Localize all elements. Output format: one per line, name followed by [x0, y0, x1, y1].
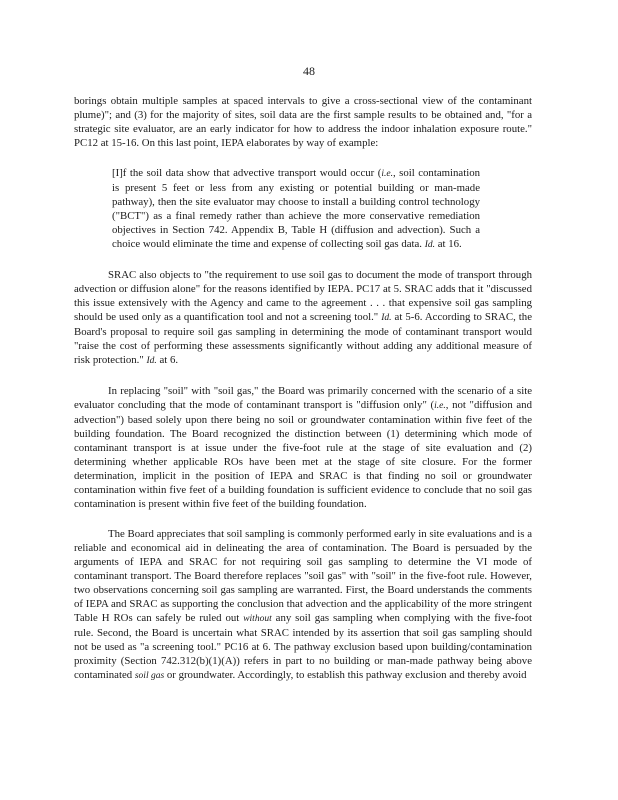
quote-text-1: [I]f the soil data show that advective transport would occur (: [112, 167, 382, 179]
quote-text-3: at 16.: [435, 238, 462, 250]
quote-text-2: , soil contamination is present 5 feet or less from any existing or potential building or man-made pathway), then the site evaluator may choose to install a building control technology ("BCT") as a final remedy rather than achieve the more conservative remediation objectives in Section 742. Appendix B, Table H (diffusion and advection). Such a choice would eliminate the time and expense of collecting soil gas data.: [112, 167, 480, 250]
paragraph-2-text-1: SRAC also objects to "the requirement to use soil gas to document the mode of transport through advection or diffusion alone" for the reasons identified by IEPA. PC17 at 5. SRAC adds that it "discussed this issue extensively with the Agency and came to the agreement . . . that expensive soil gas sampling should be used only as a quantification tool and not a screening tool.": [74, 269, 532, 323]
quote-id-citation: Id.: [424, 240, 436, 250]
paragraph-4-without: without: [243, 614, 272, 624]
paragraph-2-text-2: at 5-6. According to SRAC, the Board's proposal to require soil gas sampling in determining the mode of contaminant transport would "raise the cost of performing these assessments significantly without adding any additional measure of risk protection.": [74, 311, 533, 366]
paragraph-3-ie: i.e.: [434, 401, 446, 411]
block-quote: [112, 166, 480, 252]
page-number: 48: [303, 64, 315, 78]
paragraph-4-soil-gas: soil gas: [134, 671, 165, 681]
paragraph-4-text-1: The Board appreciates that soil sampling is commonly performed early in site evaluations and is a reliable and economical aid in delineating the area of contamination. The Board is persuaded by the arguments of IEPA and SRAC for not requiring soil gas sampling to determine the VI mode of contaminant transport. The Board therefore replaces "soil gas" with "soil" in the five-foot rule. However, two observations concerning soil gas sampling are warranted. First, the Board understands the comments of IEPA and SRAC as supporting the conclusion that advection and the applicability of the more stringent Table H ROs can safely be ruled out: [74, 528, 532, 624]
paragraph-3-text-2: , not "diffusion and advection") based solely upon there being no soil or groundwater contamination within five feet of the building foundation. The Board recognized the distinction between (1) determining which mode of contaminant transport is at issue under the five-foot rule at the stage of site evaluation and (2) determining whether applicable ROs have been met at the stage of site closure. For the former determination, implicit in the position of IEPA and SRAC is that finding no soil or groundwater contamination within five feet of a building foundation is sufficient evidence to conclude that no soil gas contamination is present within five feet of the building foundation.: [74, 399, 532, 510]
paragraph-3: [74, 384, 532, 511]
paragraph-4: [74, 527, 532, 683]
paragraph-4-text-3: or groundwater. Accordingly, to establish this pathway exclusion and thereby avoid: [164, 669, 527, 681]
page-body: [74, 94, 532, 683]
paragraph-4-text-2: any soil gas sampling when complying with the five-foot rule. Second, the Board is uncertain what SRAC intended by its assertion that soil gas sampling should not be used as "a screening tool." PC16 at 6. The pathway exclusion based upon building/contamination proximity (Section 742.312(b)(1)(A)) refers in part to no building or man-made pathway being above contaminated: [74, 612, 532, 681]
paragraph-3-text-1: In replacing "soil" with "soil gas," the Board was primarily concerned with the scenario of a site evaluator concluding that the mode of contaminant transport is "diffusion only" (: [74, 385, 532, 411]
quote-ie: i.e.: [381, 169, 393, 179]
paragraph-1: borings obtain multiple samples at spaced intervals to give a cross-sectional view of the contaminant plume)"; and (3) for the majority of sites, soil data are the first sample results to be obtained and, "for a strategic site evaluator, are an early indicator for how to address the indoor inhalation exposure route." PC12 at 15-16. On this last point, IEPA elaborates by way of example:: [74, 95, 532, 149]
paragraph-2-id-citation-1: Id.: [381, 313, 392, 323]
paragraph-2-text-3: at 6.: [156, 354, 179, 366]
paragraph-2: [74, 268, 532, 368]
paragraph-2-id-citation-2: Id.: [146, 356, 157, 366]
